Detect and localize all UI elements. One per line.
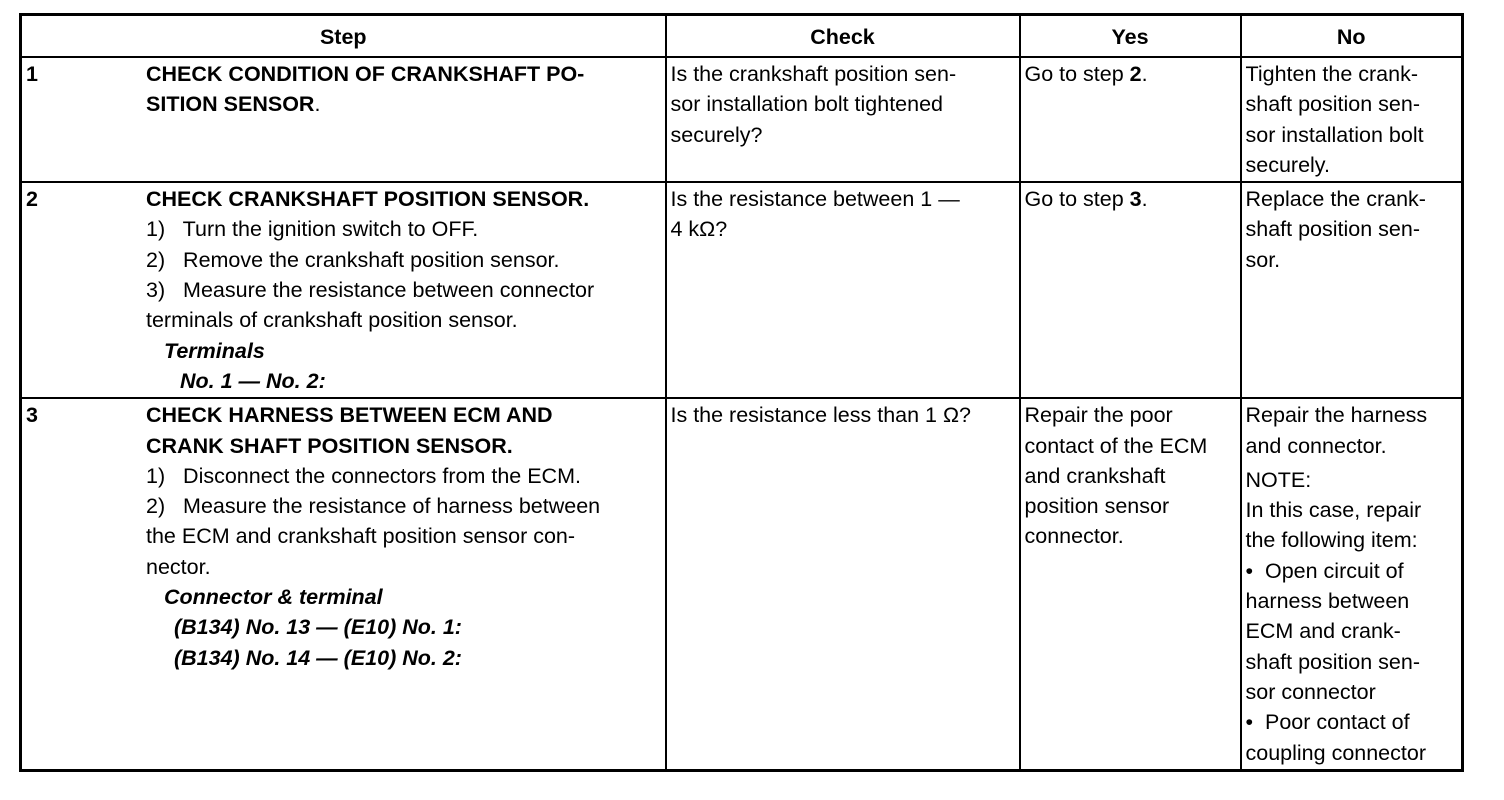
yes-step-link: 2 bbox=[1129, 62, 1142, 86]
no-text: harness between bbox=[1245, 589, 1410, 614]
step-cell bbox=[21, 57, 666, 182]
check-text: Is the resistance less than 1 Ω? bbox=[670, 403, 972, 428]
check-text: Is the resistance between 1 — bbox=[670, 187, 960, 212]
yes-text: contact of the ECM bbox=[1024, 433, 1208, 458]
check-text: securely? bbox=[670, 122, 763, 147]
yes-text-end: . bbox=[1141, 62, 1148, 86]
step-title: CHECK HARNESS BETWEEN ECM AND bbox=[146, 403, 553, 428]
step-title: SITION SENSOR bbox=[146, 92, 315, 117]
header-check: Check bbox=[666, 15, 1020, 58]
yes-text: position sensor bbox=[1024, 494, 1170, 519]
no-text: Tighten the crank- bbox=[1245, 62, 1418, 86]
no-text: and connector. bbox=[1245, 433, 1387, 458]
no-cell bbox=[1241, 398, 1463, 771]
connector-value: (B134) No. 13 — (E10) No. 1: bbox=[174, 615, 462, 640]
step-instruction: nector. bbox=[146, 554, 211, 579]
no-text: the following item: bbox=[1245, 528, 1418, 553]
yes-text: Go to step bbox=[1024, 187, 1130, 212]
no-text: In this case, repair bbox=[1245, 498, 1422, 523]
no-text: coupling connector bbox=[1245, 740, 1426, 765]
header-yes: Yes bbox=[1020, 15, 1241, 58]
yes-text: Repair the poor bbox=[1024, 403, 1173, 428]
step-instruction: terminals of crankshaft position sensor. bbox=[146, 308, 518, 333]
yes-text: Go to step bbox=[1024, 62, 1130, 86]
no-text: Repair the harness bbox=[1245, 403, 1428, 428]
check-text: 4 kΩ? bbox=[670, 217, 728, 242]
connector-value: (B134) No. 14 — (E10) No. 2: bbox=[174, 645, 462, 670]
no-text: sor installation bolt bbox=[1245, 122, 1424, 147]
yes-cell bbox=[1020, 398, 1241, 771]
step-instruction: 1) Disconnect the connectors from the ECM. bbox=[146, 463, 581, 488]
header-step: Step bbox=[21, 15, 666, 58]
check-cell bbox=[666, 398, 1020, 771]
yes-step-link: 3 bbox=[1129, 187, 1142, 212]
yes-cell bbox=[1020, 57, 1241, 182]
step-instruction: 3) Measure the resistance between connector bbox=[146, 278, 595, 303]
header-row bbox=[21, 15, 1463, 58]
no-bullet-item: • Poor contact of bbox=[1245, 710, 1410, 735]
terminals-label: Terminals bbox=[164, 338, 265, 363]
step-number: 1 bbox=[26, 62, 38, 86]
note-label: NOTE: bbox=[1245, 467, 1312, 492]
step-title: CRANK SHAFT POSITION SENSOR. bbox=[146, 433, 513, 458]
header-no: No bbox=[1241, 15, 1463, 58]
step-instruction: 2) Remove the crankshaft position sensor. bbox=[146, 247, 560, 272]
step-cell bbox=[21, 182, 666, 398]
check-cell bbox=[666, 182, 1020, 398]
no-cell bbox=[1241, 182, 1463, 398]
step-number: 2 bbox=[26, 187, 38, 212]
step-instruction: 1) Turn the ignition switch to OFF. bbox=[146, 217, 479, 242]
check-cell bbox=[666, 57, 1020, 182]
yes-text: and crankshaft bbox=[1024, 463, 1166, 488]
diagnostic-table bbox=[19, 13, 1464, 772]
step-cell bbox=[21, 398, 666, 771]
terminals-value: No. 1 — No. 2: bbox=[180, 368, 326, 393]
check-text: Is the crankshaft position sen- bbox=[670, 62, 957, 86]
no-text: Replace the crank- bbox=[1245, 187, 1426, 212]
step-title-end: . bbox=[314, 92, 321, 117]
step-title: CHECK CRANKSHAFT POSITION SENSOR. bbox=[146, 187, 590, 212]
no-bullet-item: • Open circuit of bbox=[1245, 558, 1404, 583]
no-text: shaft position sen- bbox=[1245, 649, 1420, 674]
yes-text-end: . bbox=[1141, 187, 1148, 212]
connector-label: Connector & terminal bbox=[164, 585, 383, 610]
yes-cell bbox=[1020, 182, 1241, 398]
no-text: securely. bbox=[1245, 152, 1330, 177]
no-text: sor connector bbox=[1245, 679, 1376, 704]
no-text: shaft position sen- bbox=[1245, 92, 1420, 117]
no-text: sor. bbox=[1245, 247, 1281, 272]
table-row bbox=[21, 398, 1463, 771]
step-instruction: the ECM and crankshaft position sensor con- bbox=[146, 524, 576, 549]
step-instruction: 2) Measure the resistance of harness between bbox=[146, 494, 601, 519]
yes-text: connector. bbox=[1024, 524, 1124, 549]
table-row bbox=[21, 182, 1463, 398]
no-text: shaft position sen- bbox=[1245, 217, 1420, 242]
no-text: ECM and crank- bbox=[1245, 619, 1401, 644]
step-title: CHECK CONDITION OF CRANKSHAFT PO- bbox=[146, 62, 585, 86]
no-cell bbox=[1241, 57, 1463, 182]
check-text: sor installation bolt tightened bbox=[670, 92, 944, 117]
table-row bbox=[21, 57, 1463, 182]
step-number: 3 bbox=[26, 403, 38, 428]
